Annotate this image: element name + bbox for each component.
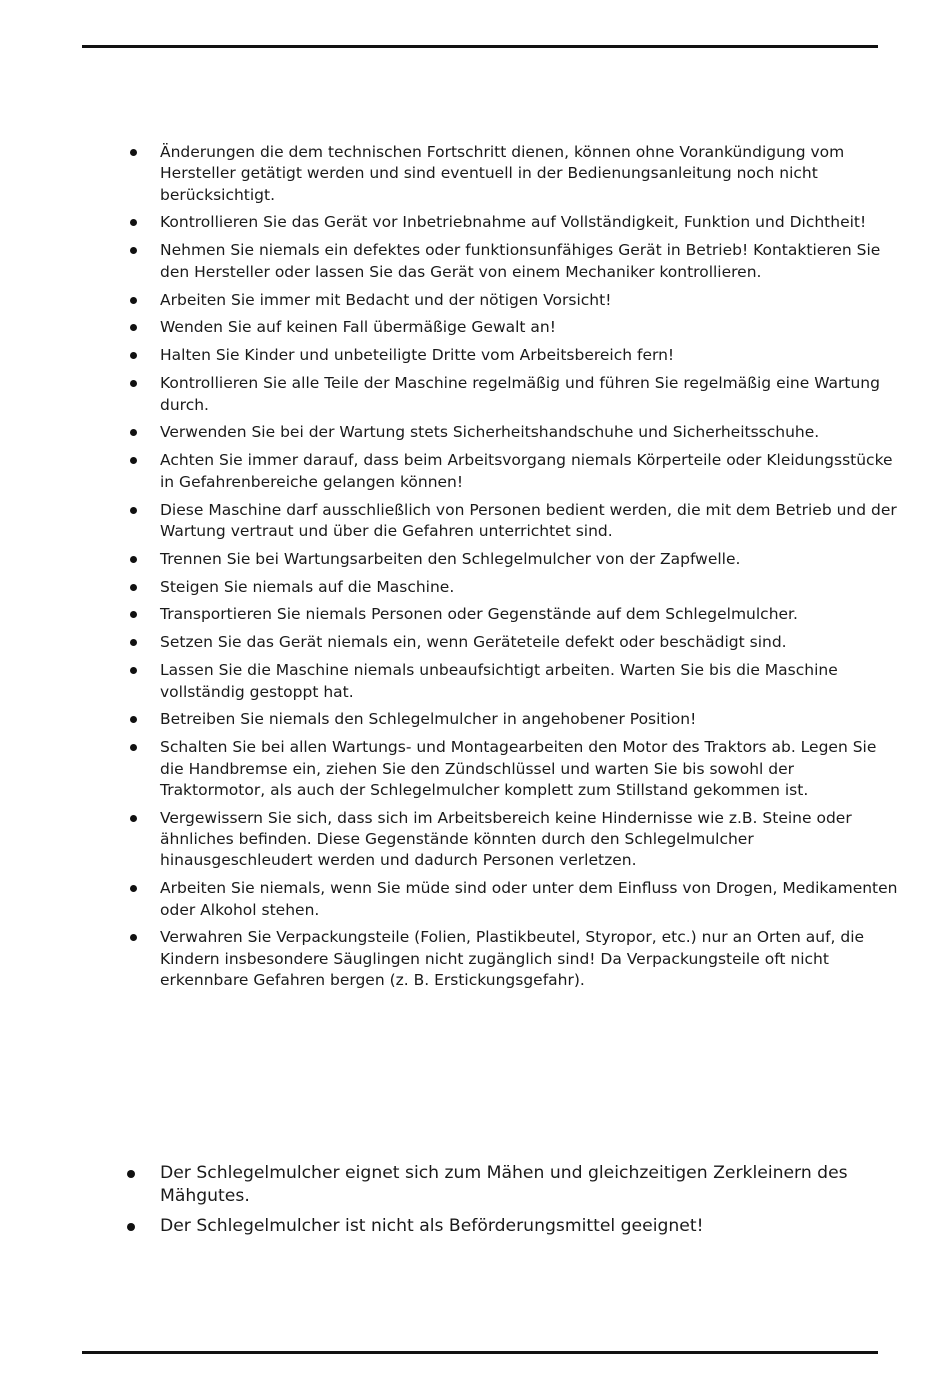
list-item-text: Achten Sie immer darauf, dass beim Arbeitsvorgang niemals Körperteile oder Kleidungsstücke in Gefahrenbereiche gelangen können! — [160, 451, 893, 491]
footer-divider — [82, 1351, 878, 1354]
list-item — [0, 737, 900, 801]
list-item-text: Steigen Sie niemals auf die Maschine. — [160, 577, 455, 596]
list-item — [0, 660, 900, 703]
list-item-text: Kontrollieren Sie das Gerät vor Inbetriebnahme auf Vollständigkeit, Funktion und Dichtheit! — [160, 213, 867, 232]
list-item — [0, 212, 900, 233]
list-item-text: Änderungen die dem technischen Fortschritt dienen, können ohne Vorankündigung vom Hersteller getätigt werden und sind eventuell in der Bedienungsanleitung noch nicht berücksichtigt. — [160, 143, 845, 204]
bullet-icon — [130, 716, 137, 723]
list-item — [0, 927, 900, 991]
list-item-text: Arbeiten Sie niemals, wenn Sie müde sind oder unter dem Einfluss von Drogen, Medikamenten oder Alkohol stehen. — [160, 879, 898, 919]
list-item-text: Schalten Sie bei allen Wartungs- und Montagearbeiten den Motor des Traktors ab. Legen Sie die Handbremse ein, ziehen Sie den Zündschlüssel und warten Sie bis sowohl der Traktormotor, als auch der Schlegelmulcher komplett zum Stillstand gekommen ist. — [160, 738, 877, 799]
list-item — [0, 549, 900, 570]
list-item — [0, 422, 900, 443]
bullet-icon — [130, 247, 137, 254]
header-divider — [82, 45, 878, 48]
list-item — [0, 632, 900, 653]
list-item-text: Betreiben Sie niemals den Schlegelmulcher in angehobener Position! — [160, 710, 697, 729]
bullet-icon — [130, 815, 137, 822]
bullet-icon — [127, 1223, 135, 1231]
list-item-text: Halten Sie Kinder und unbeteiligte Dritte vom Arbeitsbereich fern! — [160, 346, 675, 365]
list-item-text: Lassen Sie die Maschine niemals unbeaufsichtigt arbeiten. Warten Sie bis die Maschine vollständig gestoppt hat. — [160, 661, 838, 701]
list-item — [0, 577, 900, 598]
list-item — [0, 1215, 920, 1238]
list-item-text: Der Schlegelmulcher eignet sich zum Mähen und gleichzeitigen Zerkleinern des Mähgutes. — [160, 1163, 848, 1206]
list-item — [0, 142, 900, 206]
list-item-text: Der Schlegelmulcher ist nicht als Beförderungsmittel geeignet! — [160, 1216, 704, 1236]
list-item — [0, 709, 900, 730]
list-item-text: Arbeiten Sie immer mit Bedacht und der nötigen Vorsicht! — [160, 290, 612, 309]
bullet-icon — [130, 934, 137, 941]
bullet-icon — [130, 556, 137, 563]
bullet-icon — [130, 429, 137, 436]
list-item — [0, 450, 900, 493]
list-item — [0, 240, 900, 283]
bullet-icon — [130, 149, 137, 156]
bullet-icon — [130, 885, 137, 892]
bullet-icon — [127, 1170, 135, 1178]
list-item-text: Kontrollieren Sie alle Teile der Maschine regelmäßig und führen Sie regelmäßig eine Wartung durch. — [160, 374, 880, 414]
list-item — [0, 317, 900, 338]
bullet-icon — [130, 297, 137, 304]
list-item — [0, 500, 900, 543]
bullet-icon — [130, 507, 137, 514]
bullet-icon — [130, 584, 137, 591]
list-item — [0, 878, 900, 921]
list-item-text: Trennen Sie bei Wartungsarbeiten den Schlegelmulcher von der Zapfwelle. — [160, 549, 741, 568]
list-item — [0, 808, 900, 872]
bullet-icon — [130, 639, 137, 646]
list-item-text: Verwenden Sie bei der Wartung stets Sicherheitshandschuhe und Sicherheitsschuhe. — [160, 423, 820, 442]
list-item-text: Vergewissern Sie sich, dass sich im Arbeitsbereich keine Hindernisse wie z.B. Steine oder ähnliches befinden. Diese Gegenstände könnten durch den Schlegelmulcher hinausgeschleudert werden und dadurch Personen verletzen. — [160, 808, 852, 870]
bullet-icon — [130, 352, 137, 359]
list-item-text: Verwahren Sie Verpackungsteile (Folien, Plastikbeutel, Styropor, etc.) nur an Orten auf, die Kindern insbesondere Säuglingen nicht zugänglich sind! Da Verpackungsteile oft nicht erkennbare Gefahren bergen (z. B. Erstickungsgefahr). — [160, 928, 865, 990]
bullet-icon — [130, 380, 137, 387]
list-item — [0, 1162, 920, 1207]
list-item — [0, 604, 900, 625]
list-item — [0, 290, 900, 311]
bullet-icon — [130, 667, 137, 674]
list-item-text: Wenden Sie auf keinen Fall übermäßige Gewalt an! — [160, 318, 556, 337]
bullet-icon — [130, 611, 137, 618]
list-item-text: Transportieren Sie niemals Personen oder Gegenstände auf dem Schlegelmulcher. — [160, 605, 798, 624]
safety-instructions-list — [0, 142, 900, 998]
bullet-icon — [130, 219, 137, 226]
list-item-text: Setzen Sie das Gerät niemals ein, wenn Geräteteile defekt oder beschädigt sind. — [160, 633, 787, 652]
bullet-icon — [130, 324, 137, 331]
list-item-text: Nehmen Sie niemals ein defektes oder funktionsunfähiges Gerät in Betrieb! Kontaktieren Sie den Hersteller oder lassen Sie das Gerät von einem Mechaniker kontrollieren. — [160, 241, 881, 281]
list-item — [0, 373, 900, 416]
intended-use-list — [0, 1162, 920, 1246]
bullet-icon — [130, 457, 137, 464]
list-item-text: Diese Maschine darf ausschließlich von Personen bedient werden, die mit dem Betrieb und der Wartung vertraut und über die Gefahren unterrichtet sind. — [160, 500, 897, 540]
bullet-icon — [130, 744, 137, 751]
list-item — [0, 345, 900, 366]
